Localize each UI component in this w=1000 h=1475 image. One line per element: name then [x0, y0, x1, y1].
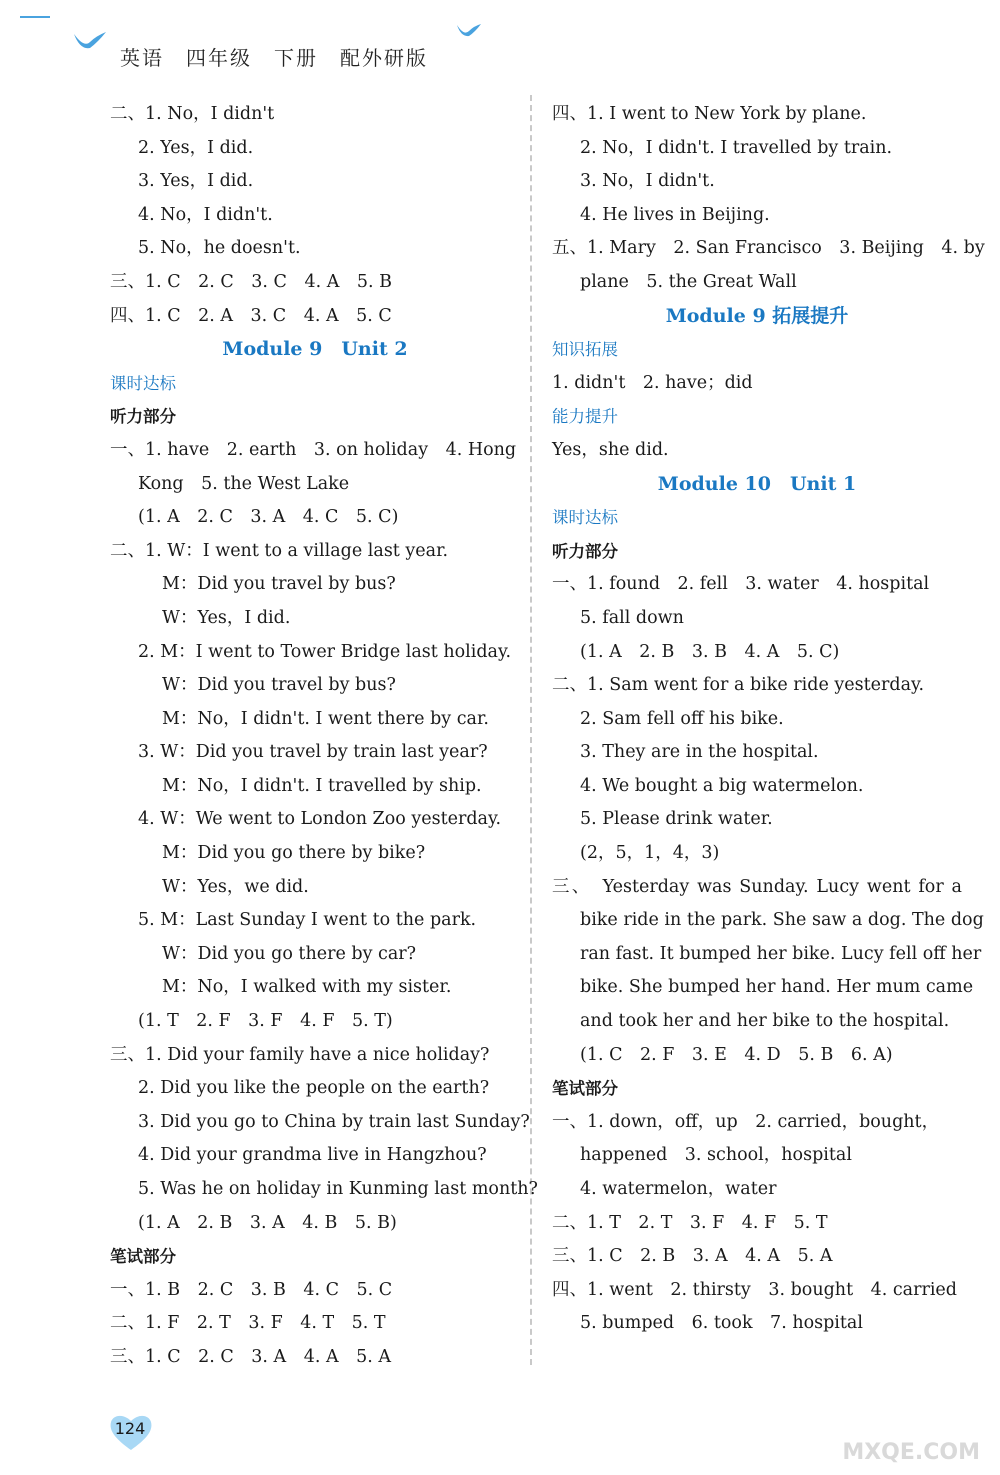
answer-line: 三、1. C 2. B 3. A 4. A 5. A	[552, 1246, 833, 1267]
subsection-label: 知识拓展	[552, 340, 618, 360]
answer-line: 一、1. have 2. earth 3. on holiday 4. Hong	[110, 439, 517, 460]
watermark: MXQE.COM	[842, 1440, 980, 1465]
passage-line: bike. She bumped her hand. Her mum came	[580, 977, 974, 998]
answer-line: (1. A 2. C 3. A 4. C 5. C)	[138, 507, 399, 528]
answer-line: 3. W：Did you travel by train last year?	[138, 742, 488, 763]
answer-line: 4. No，I didn't.	[138, 204, 273, 225]
subsection-label: 课时达标	[552, 508, 618, 528]
header-title: 英语 四年级 下册 配外研版	[120, 46, 428, 70]
answer-line: (1. A 2. B 3. B 4. A 5. C)	[580, 641, 840, 662]
left-column	[110, 98, 538, 1375]
subsection-label: 能力提升	[552, 407, 618, 427]
part-label: 笔试部分	[552, 1079, 618, 1099]
answer-line: 二、1. T 2. T 3. F 4. F 5. T	[552, 1212, 828, 1233]
answer-line: 2. Yes，I did.	[138, 137, 254, 158]
answer-line: 3. Yes，I did.	[138, 171, 254, 192]
answer-line: 5. Please drink water.	[580, 809, 773, 830]
dialogue-line: M：Did you go there by bike?	[162, 843, 426, 864]
bird-left-icon	[72, 30, 108, 52]
dialogue-line: M：No，I didn't. I went there by car.	[162, 708, 489, 729]
answer-line: Yes，she did.	[552, 439, 669, 460]
answer-line: 5. No，he doesn't.	[138, 238, 301, 259]
page-number-badge	[108, 1412, 154, 1452]
part-label: 听力部分	[552, 541, 618, 561]
answer-line: 4. Did your grandma live in Hangzhou?	[138, 1145, 487, 1166]
section-heading: Module 10 Unit 1	[657, 472, 857, 495]
answer-line: (1. T 2. F 3. F 4. F 5. T)	[138, 1011, 393, 1032]
part-label: 听力部分	[110, 407, 176, 427]
answer-line: 二、1. F 2. T 3. F 4. T 5. T	[110, 1313, 386, 1334]
section-heading: Module 9 Unit 2	[222, 338, 408, 361]
answer-line: 一、1. down，off，up 2. carried，bought，	[552, 1111, 940, 1132]
passage-line: 三、 Yesterday was Sunday. Lucy went for a	[552, 876, 962, 897]
answer-line: 一、1. found 2. fell 3. water 4. hospital	[552, 574, 930, 595]
dialogue-line: W：Yes，I did.	[162, 607, 291, 628]
answer-line: Kong 5. the West Lake	[138, 473, 350, 494]
dialogue-line: W：Did you go there by car?	[162, 943, 417, 964]
answer-line: 2. Did you like the people on the earth?	[138, 1078, 490, 1099]
bird-right-icon	[455, 22, 483, 40]
answer-line: happened 3. school，hospital	[580, 1145, 852, 1166]
header-accent-line	[20, 16, 50, 18]
page-header	[0, 0, 1000, 80]
answer-line: 5. Was he on holiday in Kunming last month?	[138, 1179, 538, 1199]
right-column	[552, 98, 985, 1341]
answer-line: 4. W：We went to London Zoo yesterday.	[138, 809, 502, 830]
answer-line: 三、1. C 2. C 3. A 4. A 5. A	[110, 1346, 391, 1367]
answer-line: 3. They are in the hospital.	[580, 742, 819, 763]
answer-line: (2，5，1，4，3)	[580, 843, 720, 864]
answer-line: 一、1. B 2. C 3. B 4. C 5. C	[110, 1279, 393, 1300]
answer-line: 4. We bought a big watermelon.	[580, 775, 864, 796]
answer-line: 4. He lives in Beijing.	[580, 204, 770, 225]
answer-line: 2. Sam fell off his bike.	[580, 708, 784, 729]
answer-line: 三、1. Did your family have a nice holiday?	[110, 1044, 490, 1065]
answer-line: 二、1. No，I didn't	[110, 104, 275, 124]
answer-line: and took her and her bike to the hospital.	[580, 1011, 950, 1032]
passage-line: bike ride in the park. She saw a dog. The dog	[580, 910, 984, 931]
answer-line: 三、1. C 2. C 3. C 4. A 5. B	[110, 271, 392, 292]
answer-line: 五、1. Mary 2. San Francisco 3. Beijing 4. by	[552, 238, 985, 259]
answer-line: (1. A 2. B 3. A 4. B 5. B)	[138, 1212, 397, 1233]
part-label: 笔试部分	[110, 1247, 176, 1267]
subsection-label: 课时达标	[110, 373, 176, 393]
answer-line: plane 5. the Great Wall	[580, 271, 797, 292]
answer-line: 1. didn't 2. have；did	[552, 372, 753, 393]
answer-line: 二、1. Sam went for a bike ride yesterday.	[552, 675, 925, 696]
dialogue-line: M：Did you travel by bus?	[162, 574, 396, 595]
answer-line: 5. M：Last Sunday I went to the park.	[138, 910, 477, 931]
dialogue-line: W：Did you travel by bus?	[162, 675, 396, 696]
dialogue-line: M：No，I walked with my sister.	[162, 977, 452, 998]
answer-line: (1. C 2. F 3. E 4. D 5. B 6. A)	[580, 1044, 893, 1065]
answer-line: 二、1. W：I went to a village last year.	[110, 540, 449, 561]
answer-line: 四、1. C 2. A 3. C 4. A 5. C	[110, 305, 392, 326]
answer-line: 3. Did you go to China by train last Sunday?	[138, 1111, 530, 1132]
dialogue-line: M：No，I didn't. I travelled by ship.	[162, 775, 482, 796]
answer-line: 四、1. I went to New York by plane.	[552, 104, 867, 124]
answer-line: 3. No，I didn't.	[580, 171, 715, 192]
answer-line: 四、1. went 2. thirsty 3. bought 4. carried	[552, 1279, 957, 1300]
answer-line: 4. watermelon，water	[580, 1179, 777, 1199]
passage-line: ran fast. It bumped her bike. Lucy fell off her	[580, 943, 982, 964]
answer-line: 5. bumped 6. took 7. hospital	[580, 1313, 863, 1334]
page-number: 124	[114, 1419, 146, 1438]
section-heading: Module 9 拓展提升	[665, 304, 849, 327]
dialogue-line: W：Yes，we did.	[162, 876, 309, 897]
answer-line: 2. No，I didn't. I travelled by train.	[580, 137, 893, 158]
answer-line: 2. M：I went to Tower Bridge last holiday.	[138, 641, 512, 662]
answer-line: 5. fall down	[580, 607, 684, 628]
